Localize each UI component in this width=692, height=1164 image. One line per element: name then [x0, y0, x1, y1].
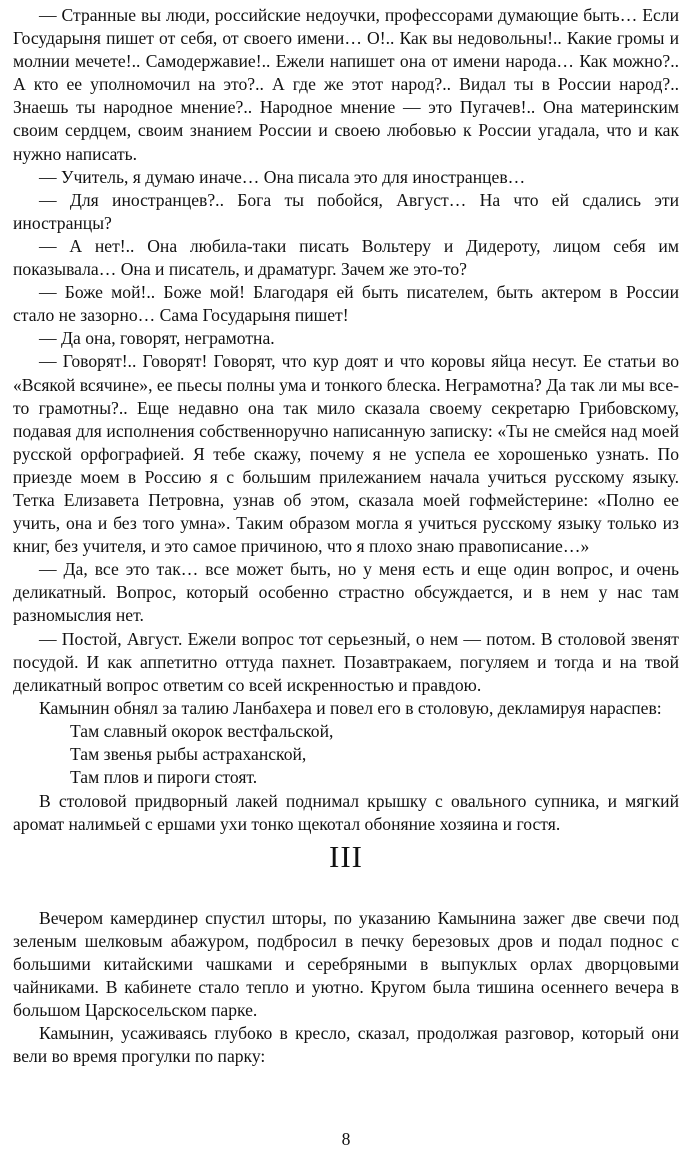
- paragraph: — Да она, говорят, неграмотна.: [39, 328, 275, 349]
- chapter-heading: III: [329, 838, 363, 874]
- paragraph: Камынин, усаживаясь глубоко в кресло, сказал, продолжая разговор, который они вели во время прогулки по парку:: [13, 1023, 679, 1067]
- paragraph: — Боже мой!.. Боже мой! Благодаря ей быть писателем, быть актером в России стало не зазорно… Сама Государыня пишет!: [13, 282, 679, 326]
- verse-line: Там звенья рыбы астраханской,: [70, 744, 307, 765]
- page-number: 8: [341, 1129, 351, 1149]
- verse-line: Там славный окорок вестфальской,: [70, 720, 334, 741]
- paragraph: — Постой, Август. Ежели вопрос тот серьезный, о нем — потом. В столовой звенят посудой. И как аппетитно оттуда пахнет. Позавтракаем, погуляем и тогда и на твой деликатный вопрос ответим со всей искренностью и правдою.: [13, 628, 679, 695]
- paragraph: Камынин обнял за талию Ланбахера и повел его в столовую, декламируя нараспев:: [39, 697, 662, 718]
- paragraph: Вечером камердинер спустил шторы, по указанию Камынина зажег две свечи под зеленым шелковым абажуром, подбросил в печку березовых дров и подал поднос с большими китайскими чашками и серебряными в выпуклых орлах дворцовыми чайниками. В кабинете стало тепло и уютно. Кругом была тишина осеннего вечера в большом Царскосельском парке.: [13, 907, 679, 1021]
- verse-block: [13, 720, 679, 790]
- paragraph: — Странные вы люди, российские недоучки, профессорами думающие быть… Если Государыня пишет от себя, от своего имени… О!.. Как вы недовольны!.. Какие громы и молнии мечете!.. Самодержавие!.. Ежели напишет она от имени народа… Как можно?.. А кто ее уполномочил на это?.. А где же этот народ?.. Видал ты в России народ?.. Знаешь ты народное мнение?.. Народное мнение — это Пугачев!.. Она материнским своим сердцем, своим знанием России и своею любовью к России угадала, что и как нужно написать.: [13, 5, 679, 164]
- page-body: [13, 4, 679, 1068]
- paragraph: — Говорят!.. Говорят! Говорят, что кур доят и что коровы яйца несут. Ее статьи во «Всякой всячине», ее пьесы полны ума и тонкого блеска. Неграмотна? Да так ли мы все-то грамотны?.. Еще недавно она так мило сказала своему секретарю Грибовскому, подавая для исполнения собственноручно написанную записку: «Ты не смейся над моей русской орфографией. Я тебе скажу, почему я не успела ее хорошенько узнать. По приезде моем в Россию я с большим прилежанием начала учиться русскому языку. Тетка Елизавета Петровна, узнав об этом, сказала моей гофмейстерине: «Полно ее учить, она и без того умна». Таким образом могла я учиться русскому языку только из книг, без учителя, и это самое причиною, что я плохо знаю правописание…»: [13, 351, 679, 557]
- verse-line: Там плов и пироги стоят.: [70, 767, 258, 788]
- paragraph: — Учитель, я думаю иначе… Она писала это для иностранцев…: [39, 166, 526, 187]
- paragraph: — А нет!.. Она любила-таки писать Вольтеру и Дидероту, лицом себя им показывала… Она и писатель, и драматург. Зачем же это-то?: [13, 235, 679, 280]
- paragraph: — Для иностранцев?.. Бога ты побойся, Август… На что ей сдались эти иностранцы?: [13, 189, 679, 233]
- paragraph: В столовой придворный лакей поднимал крышку с овального супника, и мягкий аромат налимьей с ершами ухи тонко щекотал обоняние хозяина и гостя.: [13, 790, 679, 834]
- paragraph: — Да, все это так… все может быть, но у меня есть и еще один вопрос, и очень деликатный. Вопрос, который особенно страстно обсуждается, и в нем у нас там разномыслия нет.: [13, 559, 679, 626]
